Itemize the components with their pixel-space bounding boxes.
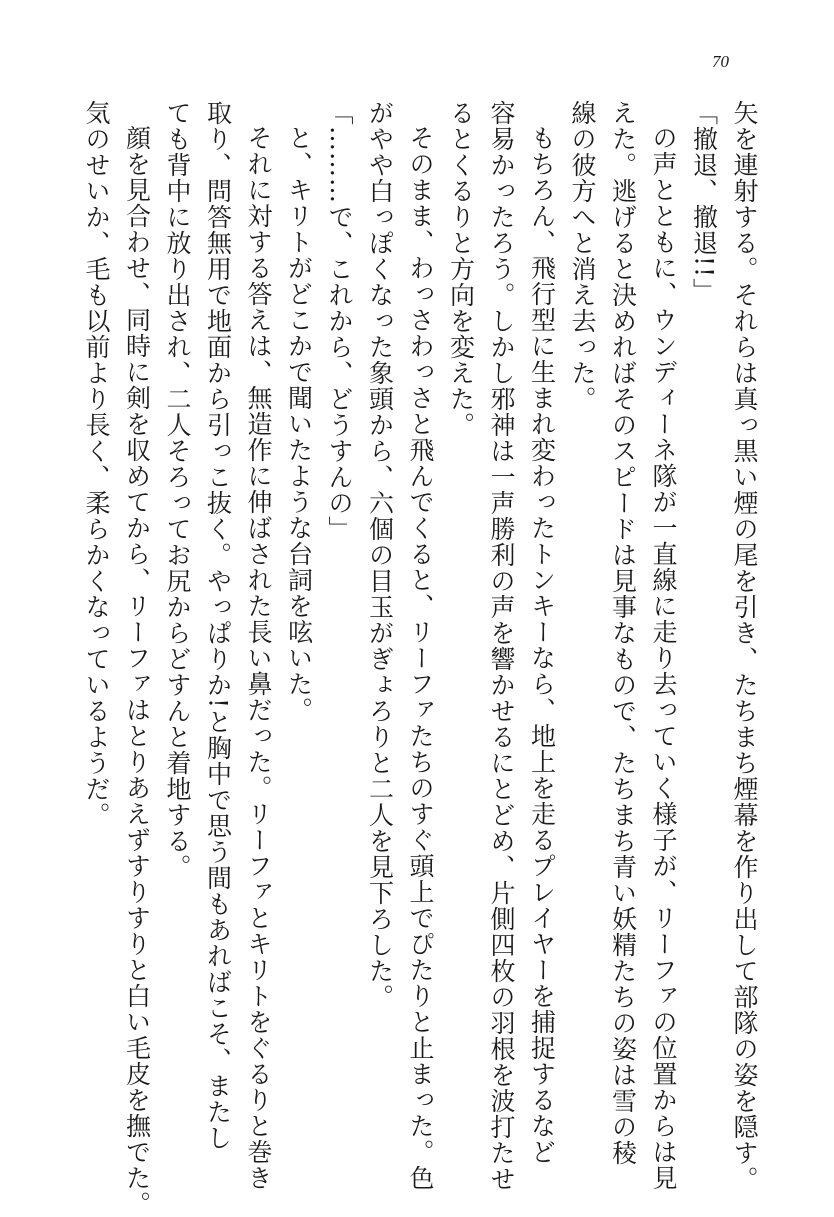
text-line: もちろん、飛行型に生まれ変わったトンキーなら、地上を走るプレイヤーを捕捉するなど <box>527 125 557 1165</box>
text-line: 「………で、これから、どうすんの」 <box>325 100 354 542</box>
text-line: 矢を連射する。それらは真っ黒い煙の尾を引き、たちまち煙幕を作り出して部隊の姿を隠す。 <box>730 100 759 1192</box>
text-line: えた。逃げると決めればそのスピードは見事なもので、たちまち青い妖精たちの姿は雪の稜 <box>608 100 638 1166</box>
text-line: 顔を見合わせ、同時に剣を収めてから、リーファはとりあえずすりすりと白い毛皮を撫でた。 <box>122 125 152 1217</box>
text-line: 容易かったろう。しかし邪神は一声勝利の声を響かせるにとどめ、片側四枚の羽根を波打たせ <box>487 100 516 1192</box>
text-line: ても背中に放り出され、二人そろってお尻からどすんと着地する。 <box>163 100 192 880</box>
text-line: 「撤退、撤退!!」 <box>689 100 719 305</box>
text-line: の声とともに、ウンディーネ隊が一直線に走り去っていく様子が、リーファの位置からは見 <box>649 125 678 1191</box>
text-line: と、キリトがどこかで聞いたような台詞を呟いた。 <box>284 125 314 723</box>
text-line: るとくるりと方向を変えた。 <box>446 100 476 438</box>
text-line: それに対する答えは、無造作に伸ばされた長い鼻だった。リーファとキリトをぐるりと巻き <box>244 125 273 1191</box>
text-line: 気のせいか、毛も以前より長く、柔らかくなっているようだ。 <box>82 100 111 828</box>
body-text <box>76 100 765 1217</box>
page-number: 70 <box>712 52 729 71</box>
text-line: がやや白っぽくなった象頭から、六個の目玉がぎょろりと二人を見下ろした。 <box>365 100 395 1010</box>
text-line: そのまま、わっさわっさと飛んでくると、リーファたちのすぐ頭上でぴたりと止まった。色 <box>406 125 435 1191</box>
text-line: 取り、問答無用で地面から引っこ抜く。やっぱりか!と胸中で思う間もあればこそ、またし <box>203 100 233 1152</box>
text-line: 線の彼方へと消え去った。 <box>568 100 597 412</box>
